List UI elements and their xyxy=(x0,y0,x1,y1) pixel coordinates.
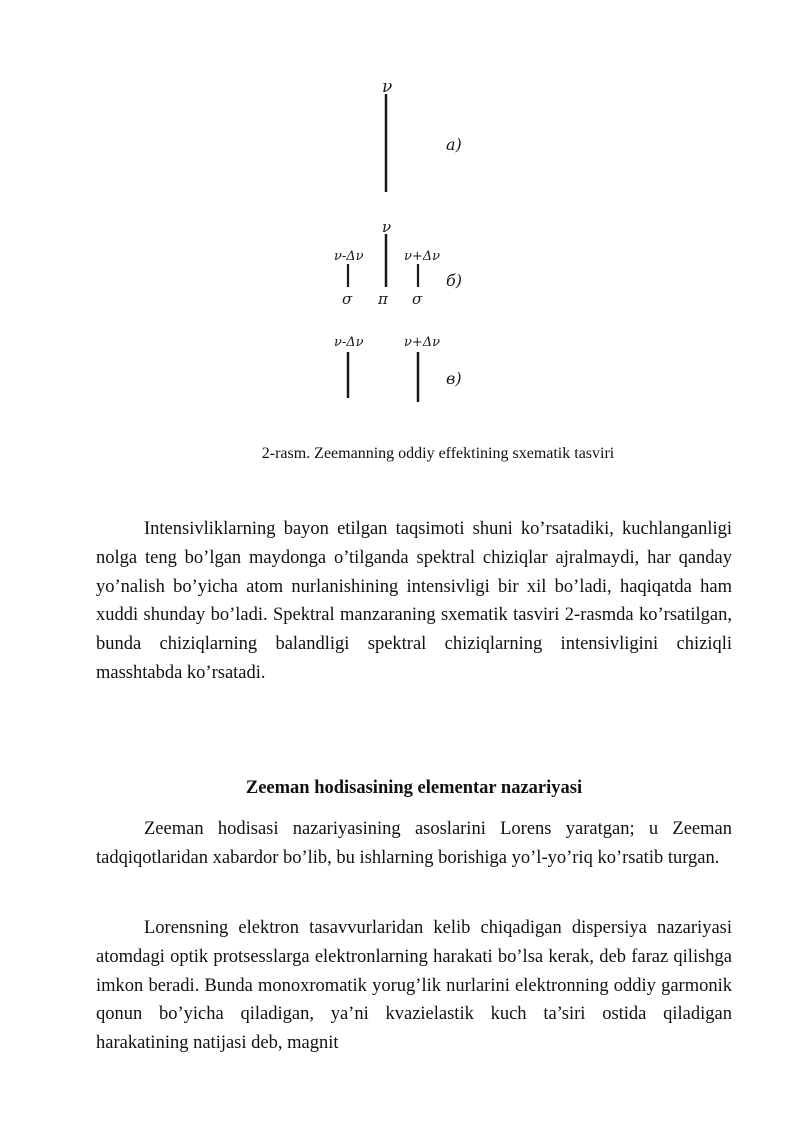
panel-c-label: в) xyxy=(446,369,462,388)
figure-caption: 2-rasm. Zeemanning oddiy effektining sxematik tasviri xyxy=(261,445,615,462)
paragraph-lorentz-theory: Zeeman hodisasi nazariyasining asoslarini Lorens yaratgan; u Zeeman tadqiqotlaridan xabardor bo’lib, bu ishlarning borishiga yo’l-yo’riq ko’rsatib turgan. xyxy=(96,819,732,868)
panel-b-left-sigma: σ xyxy=(342,290,353,308)
zeeman-figure xyxy=(320,72,480,432)
panel-a-label: a) xyxy=(446,135,462,154)
panel-b-nu-label: ν xyxy=(382,218,392,236)
panel-b-label: б) xyxy=(446,271,463,290)
paragraph-dispersion-theory: Lorensning elektron tasavvurlaridan kelib chiqadigan dispersiya nazariyasi atomdagi optik protsesslarga elektronlarning harakati bo’lsa kerak, deb faraz qilishga imkon beradi. Bunda monoxromatik yorug’lik nurlarini elektronning oddiy garmonik qonun bo’yicha qiladigan, ya’ni kvazielastik kuch ta’siri ostida qiladigan harakatining natijasi deb, magnit xyxy=(96,918,732,1054)
panel-b-right-sigma: σ xyxy=(412,290,423,308)
panel-a-nu-label: ν xyxy=(382,77,393,97)
panel-b-left-label: ν-Δν xyxy=(334,249,364,264)
panel-c-right-label: ν+Δν xyxy=(404,335,441,350)
panel-b-center-pi: π xyxy=(378,290,388,308)
section-heading: Zeeman hodisasining elementar nazariyasi xyxy=(245,778,583,798)
paragraph-intensity-distribution: Intensivliklarning bayon etilgan taqsimoti shuni ko’rsatadiki, kuchlanganligi nolga teng bo’lgan maydonga o’tilganda spektral chiziqlar ajralmaydi, har qanday yo’nalish bo’yicha atom nurlanishining intensivligi bir xil bo’ladi, haqiqatda ham xuddi shunday bo’ladi. Spektral manzaraning sxematik tasviri 2-rasmda ko’rsatilgan, bunda chiziqlarning balandligi spektral chiziqlarning intensivligini chiziqli masshtabda ko’rsatadi. xyxy=(96,519,732,683)
zeeman-diagram xyxy=(320,72,480,432)
panel-b-right-label: ν+Δν xyxy=(404,249,441,264)
panel-c-left-label: ν-Δν xyxy=(334,335,364,350)
